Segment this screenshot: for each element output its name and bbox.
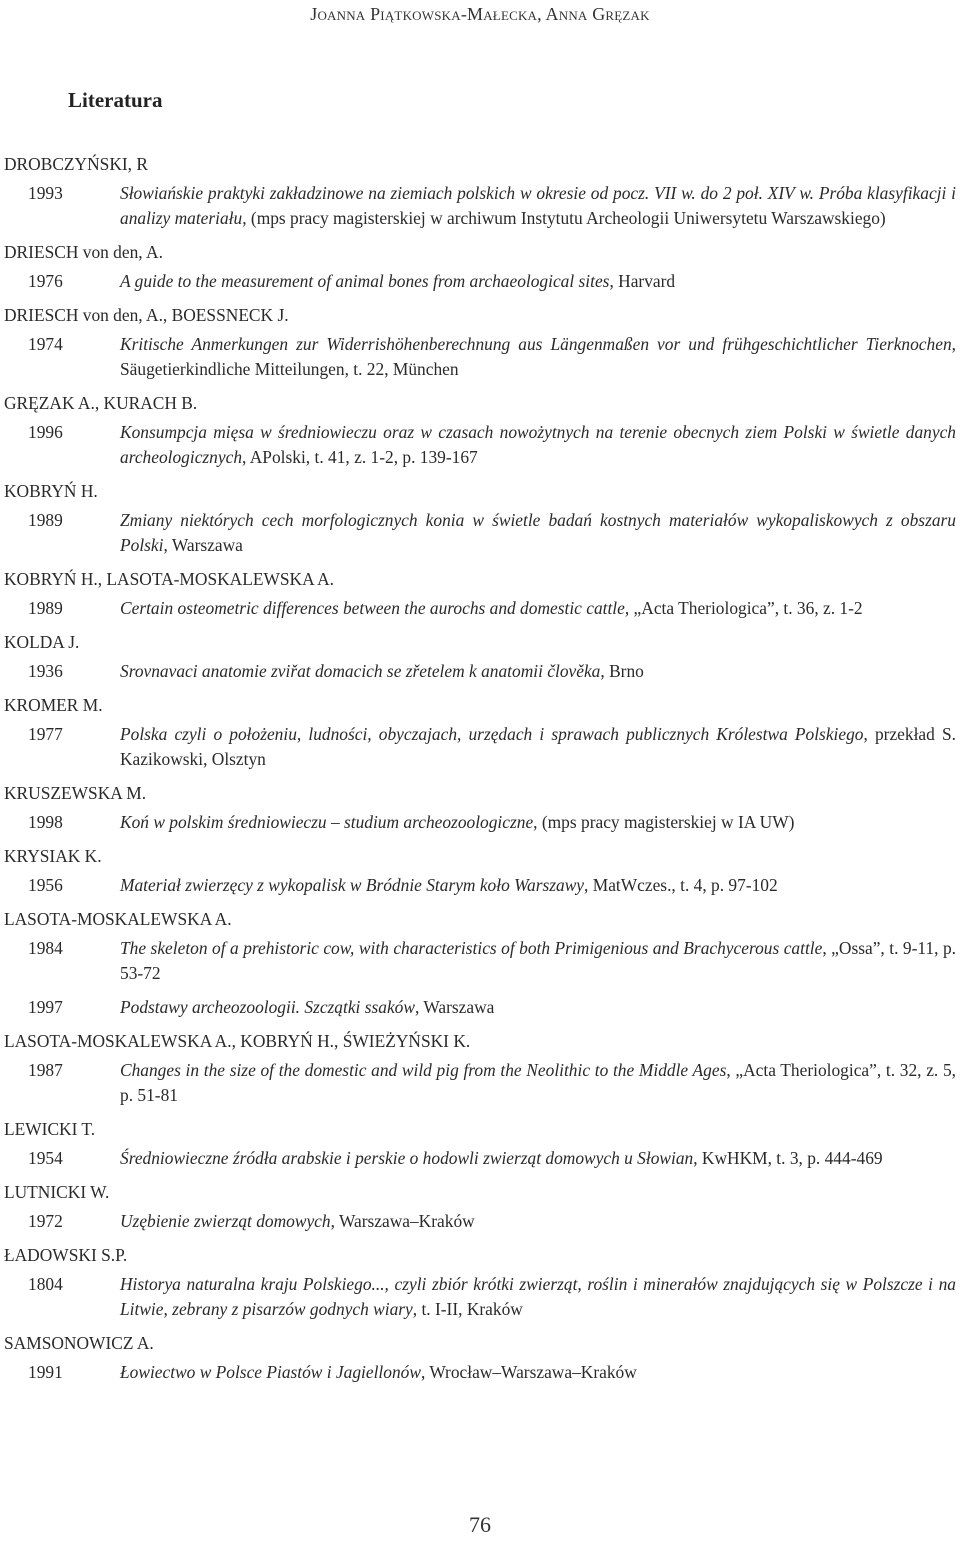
entry-details: , „Ossa”, t. 9-11, p. 53-72 <box>120 938 956 983</box>
entry-title: Podstawy archeozoologii. Szczątki ssaków <box>120 997 415 1017</box>
bibliography-author: DROBCZYŃSKI, R <box>4 154 148 174</box>
bibliography-group <box>4 1331 956 1385</box>
entry-title: Średniowieczne źródła arabskie i perskie o hodowli zwierząt domowych u Słowian <box>120 1148 694 1168</box>
entry-year: 1954 <box>28 1148 63 1168</box>
bibliography-author: ŁADOWSKI S.P. <box>4 1245 128 1265</box>
bibliography-group <box>4 781 956 835</box>
bibliography-group <box>4 1029 956 1108</box>
bibliography-group <box>4 1117 956 1171</box>
entry-details: , Warszawa <box>414 997 495 1017</box>
entry-title: Historya naturalna kraju Polskiego..., czyli zbiór krótki zwierząt, roślin i minerałów znajdujących się w Polszcze i na Litwie, zebrany z pisarzów godnych wiary <box>120 1274 956 1319</box>
entry-text <box>120 722 956 772</box>
bibliography-entry <box>4 269 956 294</box>
entry-title: Koń w polskim średniowieczu – studium archeozoologiczne <box>120 812 534 832</box>
entry-details: , Warszawa–Kraków <box>330 1211 475 1231</box>
entry-details: , „Acta Theriologica”, t. 36, z. 1-2 <box>624 598 863 618</box>
bibliography-author: KOBRYŃ H. <box>4 481 98 501</box>
bibliography-entry <box>4 1058 956 1108</box>
entry-year: 1972 <box>28 1211 63 1231</box>
entry-title: Łowiectwo w Polsce Piastów i Jagiellonów <box>120 1362 421 1382</box>
bibliography-group <box>4 240 956 294</box>
entry-details: , (mps pracy magisterskiej w IA UW) <box>533 812 795 832</box>
entry-title: Changes in the size of the domestic and wild pig from the Neolithic to the Middle Ages <box>120 1060 727 1080</box>
running-head: Joanna Piątkowska-Małecka, Anna Gręzak <box>310 4 650 24</box>
entry-text <box>120 508 956 558</box>
entry-details: , „Acta Theriologica”, t. 32, z. 5, p. 51-81 <box>120 1060 956 1105</box>
entry-text <box>120 936 956 986</box>
entry-title: Zmiany niektórych cech morfologicznych konia w świetle badań kostnych materiałów wykopaliskowych z obszaru Polski <box>120 510 956 555</box>
entry-year: 1989 <box>28 598 63 618</box>
entry-title: Uzębienie zwierząt domowych <box>120 1211 331 1231</box>
bibliography-group <box>4 303 956 382</box>
bibliography-group <box>4 630 956 684</box>
entry-year: 1989 <box>28 510 63 530</box>
entry-details: , Brno <box>600 661 644 681</box>
entry-year: 1976 <box>28 271 63 291</box>
bibliography-author: LEWICKI T. <box>4 1119 96 1139</box>
entry-year: 1998 <box>28 812 63 832</box>
entry-year: 1936 <box>28 661 63 681</box>
bibliography-entry <box>4 332 956 382</box>
entry-text <box>120 332 956 382</box>
entry-details: , przekład S. Kazikowski, Olsztyn <box>120 724 956 769</box>
entry-title: Kritische Anmerkungen zur Widerrishöhenberechnung aus Längenmaßen vor und frühgeschichtlicher Tierknochen <box>120 334 952 354</box>
entry-title: Srovnavaci anatomie zviřat domacich se zřetelem k anatomii člověka <box>120 661 601 681</box>
entry-year: 1977 <box>28 724 63 744</box>
bibliography-list <box>4 152 956 1394</box>
entry-year: 1991 <box>28 1362 63 1382</box>
bibliography-entry <box>4 1272 956 1322</box>
entry-text <box>120 659 956 684</box>
entry-year: 1984 <box>28 938 63 958</box>
bibliography-entry <box>4 420 956 470</box>
entry-text <box>120 596 956 621</box>
bibliography-entry <box>4 1209 956 1234</box>
bibliography-group <box>4 844 956 898</box>
bibliography-author: KROMER M. <box>4 695 103 715</box>
entry-year: 1974 <box>28 334 63 354</box>
entry-title: The skeleton of a prehistoric cow, with characteristics of both Primigenious and Brachycerous cattle <box>120 938 823 958</box>
entry-text <box>120 1209 956 1234</box>
bibliography-entry <box>4 596 956 621</box>
bibliography-group <box>4 907 956 1020</box>
entry-title: Materiał zwierzęcy z wykopalisk w Bródnie Starym koło Warszawy <box>120 875 585 895</box>
entry-year: 1987 <box>28 1060 63 1080</box>
entry-details: , Wrocław–Warszawa–Kraków <box>420 1362 637 1382</box>
entry-title: A guide to the measurement of animal bones from archaeological sites <box>120 271 610 291</box>
entry-text <box>120 181 956 231</box>
bibliography-group <box>4 693 956 772</box>
entry-details: , KwHKM, t. 3, p. 444-469 <box>693 1148 883 1168</box>
entry-year: 1956 <box>28 875 63 895</box>
bibliography-author: DRIESCH von den, A., BOESSNECK J. <box>4 305 289 325</box>
entry-details: , Säugetierkindliche Mitteilungen, t. 22, München <box>120 334 956 379</box>
entry-details: , APolski, t. 41, z. 1-2, p. 139-167 <box>242 447 478 467</box>
bibliography-group <box>4 479 956 558</box>
entry-text <box>120 420 956 470</box>
bibliography-entry <box>4 722 956 772</box>
bibliography-entry <box>4 810 956 835</box>
entry-details: (mps pracy magisterskiej w archiwum Instytutu Archeologii Uniwersytetu Warszawskiego) <box>246 208 886 228</box>
entry-title: Polska czyli o położeniu, ludności, obyczajach, urzędach i sprawach publicznych Królestwa Polskiego <box>120 724 864 744</box>
bibliography-author: LASOTA-MOSKALEWSKA A. <box>4 909 232 929</box>
entry-details: , t. I-II, Kraków <box>412 1299 523 1319</box>
bibliography-author: DRIESCH von den, A. <box>4 242 163 262</box>
entry-text <box>120 995 956 1020</box>
entry-text <box>120 1058 956 1108</box>
bibliography-entry <box>4 936 956 986</box>
bibliography-author: SAMSONOWICZ A. <box>4 1333 154 1353</box>
entry-text <box>120 810 956 835</box>
section-title: Literatura <box>68 88 163 112</box>
entry-year: 1997 <box>28 997 63 1017</box>
entry-details: , Warszawa <box>163 535 243 555</box>
bibliography-entry <box>4 508 956 558</box>
entry-details: , Harvard <box>609 271 676 291</box>
bibliography-group <box>4 152 956 231</box>
bibliography-author: GRĘZAK A., KURACH B. <box>4 393 198 413</box>
bibliography-entry <box>4 181 956 231</box>
bibliography-author: KRYSIAK K. <box>4 846 102 866</box>
bibliography-group <box>4 1243 956 1322</box>
bibliography-group <box>4 391 956 470</box>
bibliography-group <box>4 567 956 621</box>
entry-title: Konsumpcja mięsa w średniowieczu oraz w czasach nowożytnych na terenie obecnych ziem Polski w świetle danych archeologicznych <box>120 422 956 467</box>
bibliography-entry <box>4 995 956 1020</box>
entry-title: Słowiańskie praktyki zakładzinowe na ziemiach polskich w okresie od pocz. VII w. do 2 poł. XIV w. Próba klasyfikacji i analizy materiału, <box>120 183 956 228</box>
entry-text <box>120 269 956 294</box>
entry-title: Certain osteometric differences between the aurochs and domestic cattle <box>120 598 625 618</box>
entry-year: 1804 <box>28 1274 63 1294</box>
entry-text <box>120 1146 956 1171</box>
bibliography-entry <box>4 659 956 684</box>
bibliography-author: LASOTA-MOSKALEWSKA A., KOBRYŃ H., ŚWIEŻYŃSKI K. <box>4 1031 471 1051</box>
bibliography-entry <box>4 1146 956 1171</box>
bibliography-author: KOBRYŃ H., LASOTA-MOSKALEWSKA A. <box>4 569 335 589</box>
bibliography-author: KRUSZEWSKA M. <box>4 783 147 803</box>
bibliography-entry <box>4 873 956 898</box>
entry-text <box>120 1272 956 1322</box>
bibliography-author: LUTNICKI W. <box>4 1182 110 1202</box>
bibliography-entry <box>4 1360 956 1385</box>
entry-details: , MatWczes., t. 4, p. 97-102 <box>584 875 778 895</box>
entry-text <box>120 873 956 898</box>
entry-text <box>120 1360 956 1385</box>
bibliography-group <box>4 1180 956 1234</box>
entry-year: 1996 <box>28 422 63 442</box>
page-number: 76 <box>469 1512 491 1537</box>
entry-year: 1993 <box>28 183 63 203</box>
bibliography-author: KOLDA J. <box>4 632 80 652</box>
